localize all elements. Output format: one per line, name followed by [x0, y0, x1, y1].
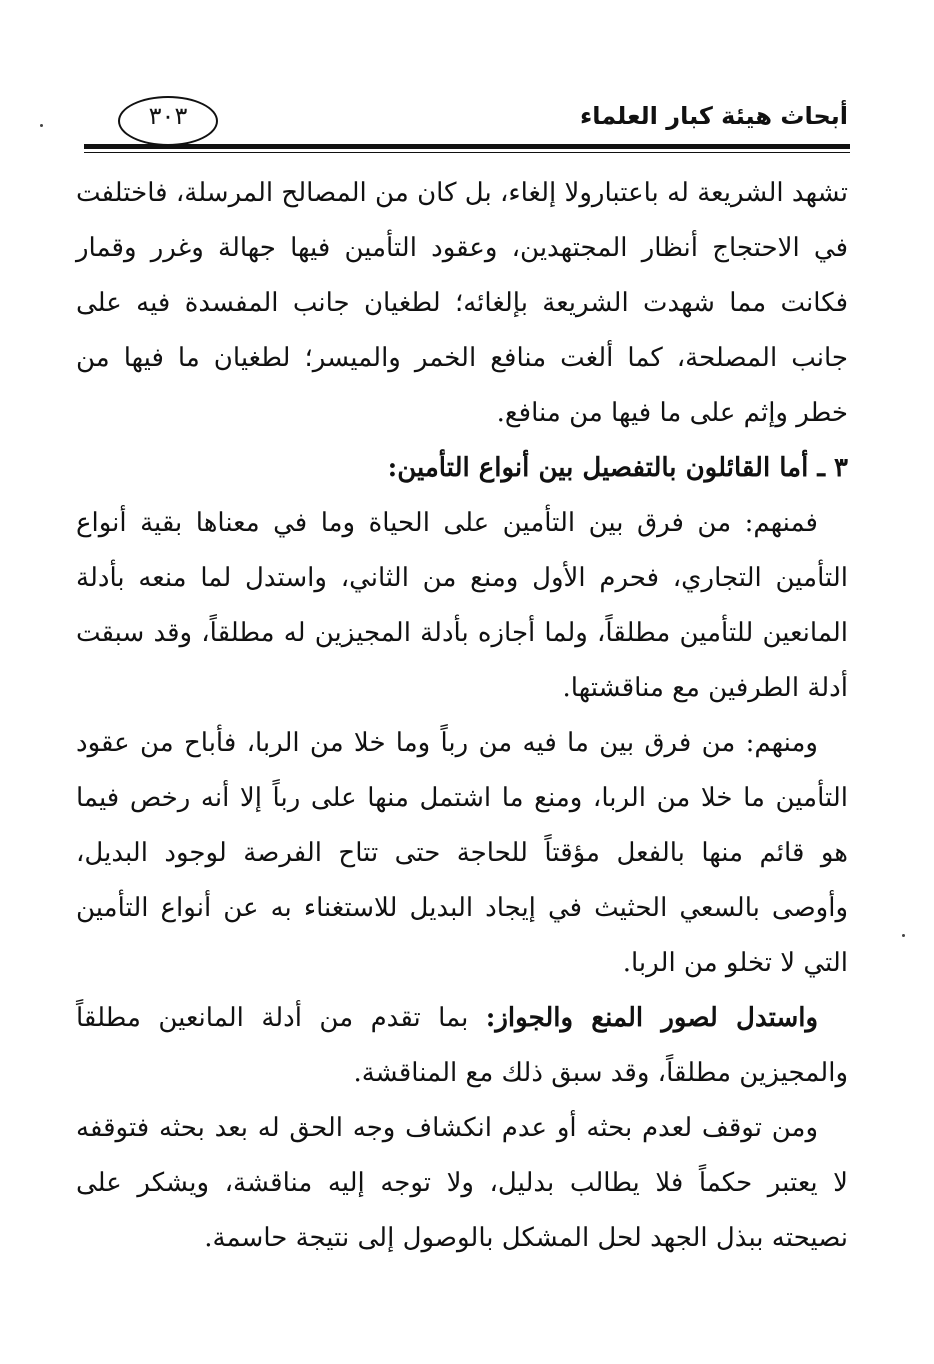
header-rule-thin — [84, 152, 850, 153]
paragraph-2: فمنهم: من فرق بين التأمين على الحياة وما في معناها بقية أنواع التأمين التجاري، فحرم الأول ومنع من الثاني، واستدل لما منعه بأدلة المانعين للتأمين مطلقاً، ولما أجازه بأدلة المجيزين له مطلقاً، وقد سبقت أدلة الطرفين مع مناقشتها. — [76, 508, 848, 703]
section-heading: ٣ ـ أما القائلون بالتفصيل بين أنواع التأمين: — [387, 453, 848, 483]
paragraph-4-lead: واستدل لصور المنع والجواز: — [485, 1003, 819, 1033]
paragraph-4-rest: بما تقدم من أدلة المانعين مطلقاً والمجيزين مطلقاً، وقد سبق ذلك مع المناقشة. — [76, 1003, 848, 1088]
header-rule-thick — [84, 144, 850, 149]
paragraph-1: تشهد الشريعة له باعتباروﻻ إلغاء، بل كان من المصالح المرسلة، فاختلفت في الاحتجاج أنظار المجتهدين، وعقود التأمين فيها جهالة وغرر وقمار فكانت مما شهدت الشريعة بإلغائه؛ لطغيان جانب المفسدة فيه على جانب المصلحة، كما ألغت منافع الخمر والميسر؛ لطغيان ما فيها من خطر وإثم على ما فيها من منافع. — [76, 178, 849, 428]
scan-speck — [902, 934, 905, 937]
paragraph-3: ومنهم: من فرق بين ما فيه من رباً وما خلا من الربا، فأباح من عقود التأمين ما خلا من الربا، ومنع ما اشتمل منها على رباً إلا أنه رخص فيما هو قائم منها بالفعل مؤقتاً للحاجة حتى تتاح الفرصة لوجود البديل، وأوصى بالسعي الحثيث في إيجاد البديل للاستغناء به عن أنواع التأمين التي لا تخلو من الربا. — [76, 728, 848, 978]
scan-speck — [40, 124, 43, 127]
running-header-title: أبحاث هيئة كبار العلماء — [579, 102, 848, 130]
paragraph-5: ومن توقف لعدم بحثه أو عدم انكشاف وجه الحق له بعد بحثه فتوقفه لا يعتبر حكماً فلا يطالب بدليل، ولا توجه إليه مناقشة، ويشكر على نصيحته ببذل الجهد لحل المشكل بالوصول إلى نتيجة حاسمة. — [76, 1113, 848, 1253]
paragraph-4 — [76, 991, 848, 1101]
body-text — [76, 166, 848, 1266]
page-number: ٣٠٣ — [148, 102, 188, 130]
